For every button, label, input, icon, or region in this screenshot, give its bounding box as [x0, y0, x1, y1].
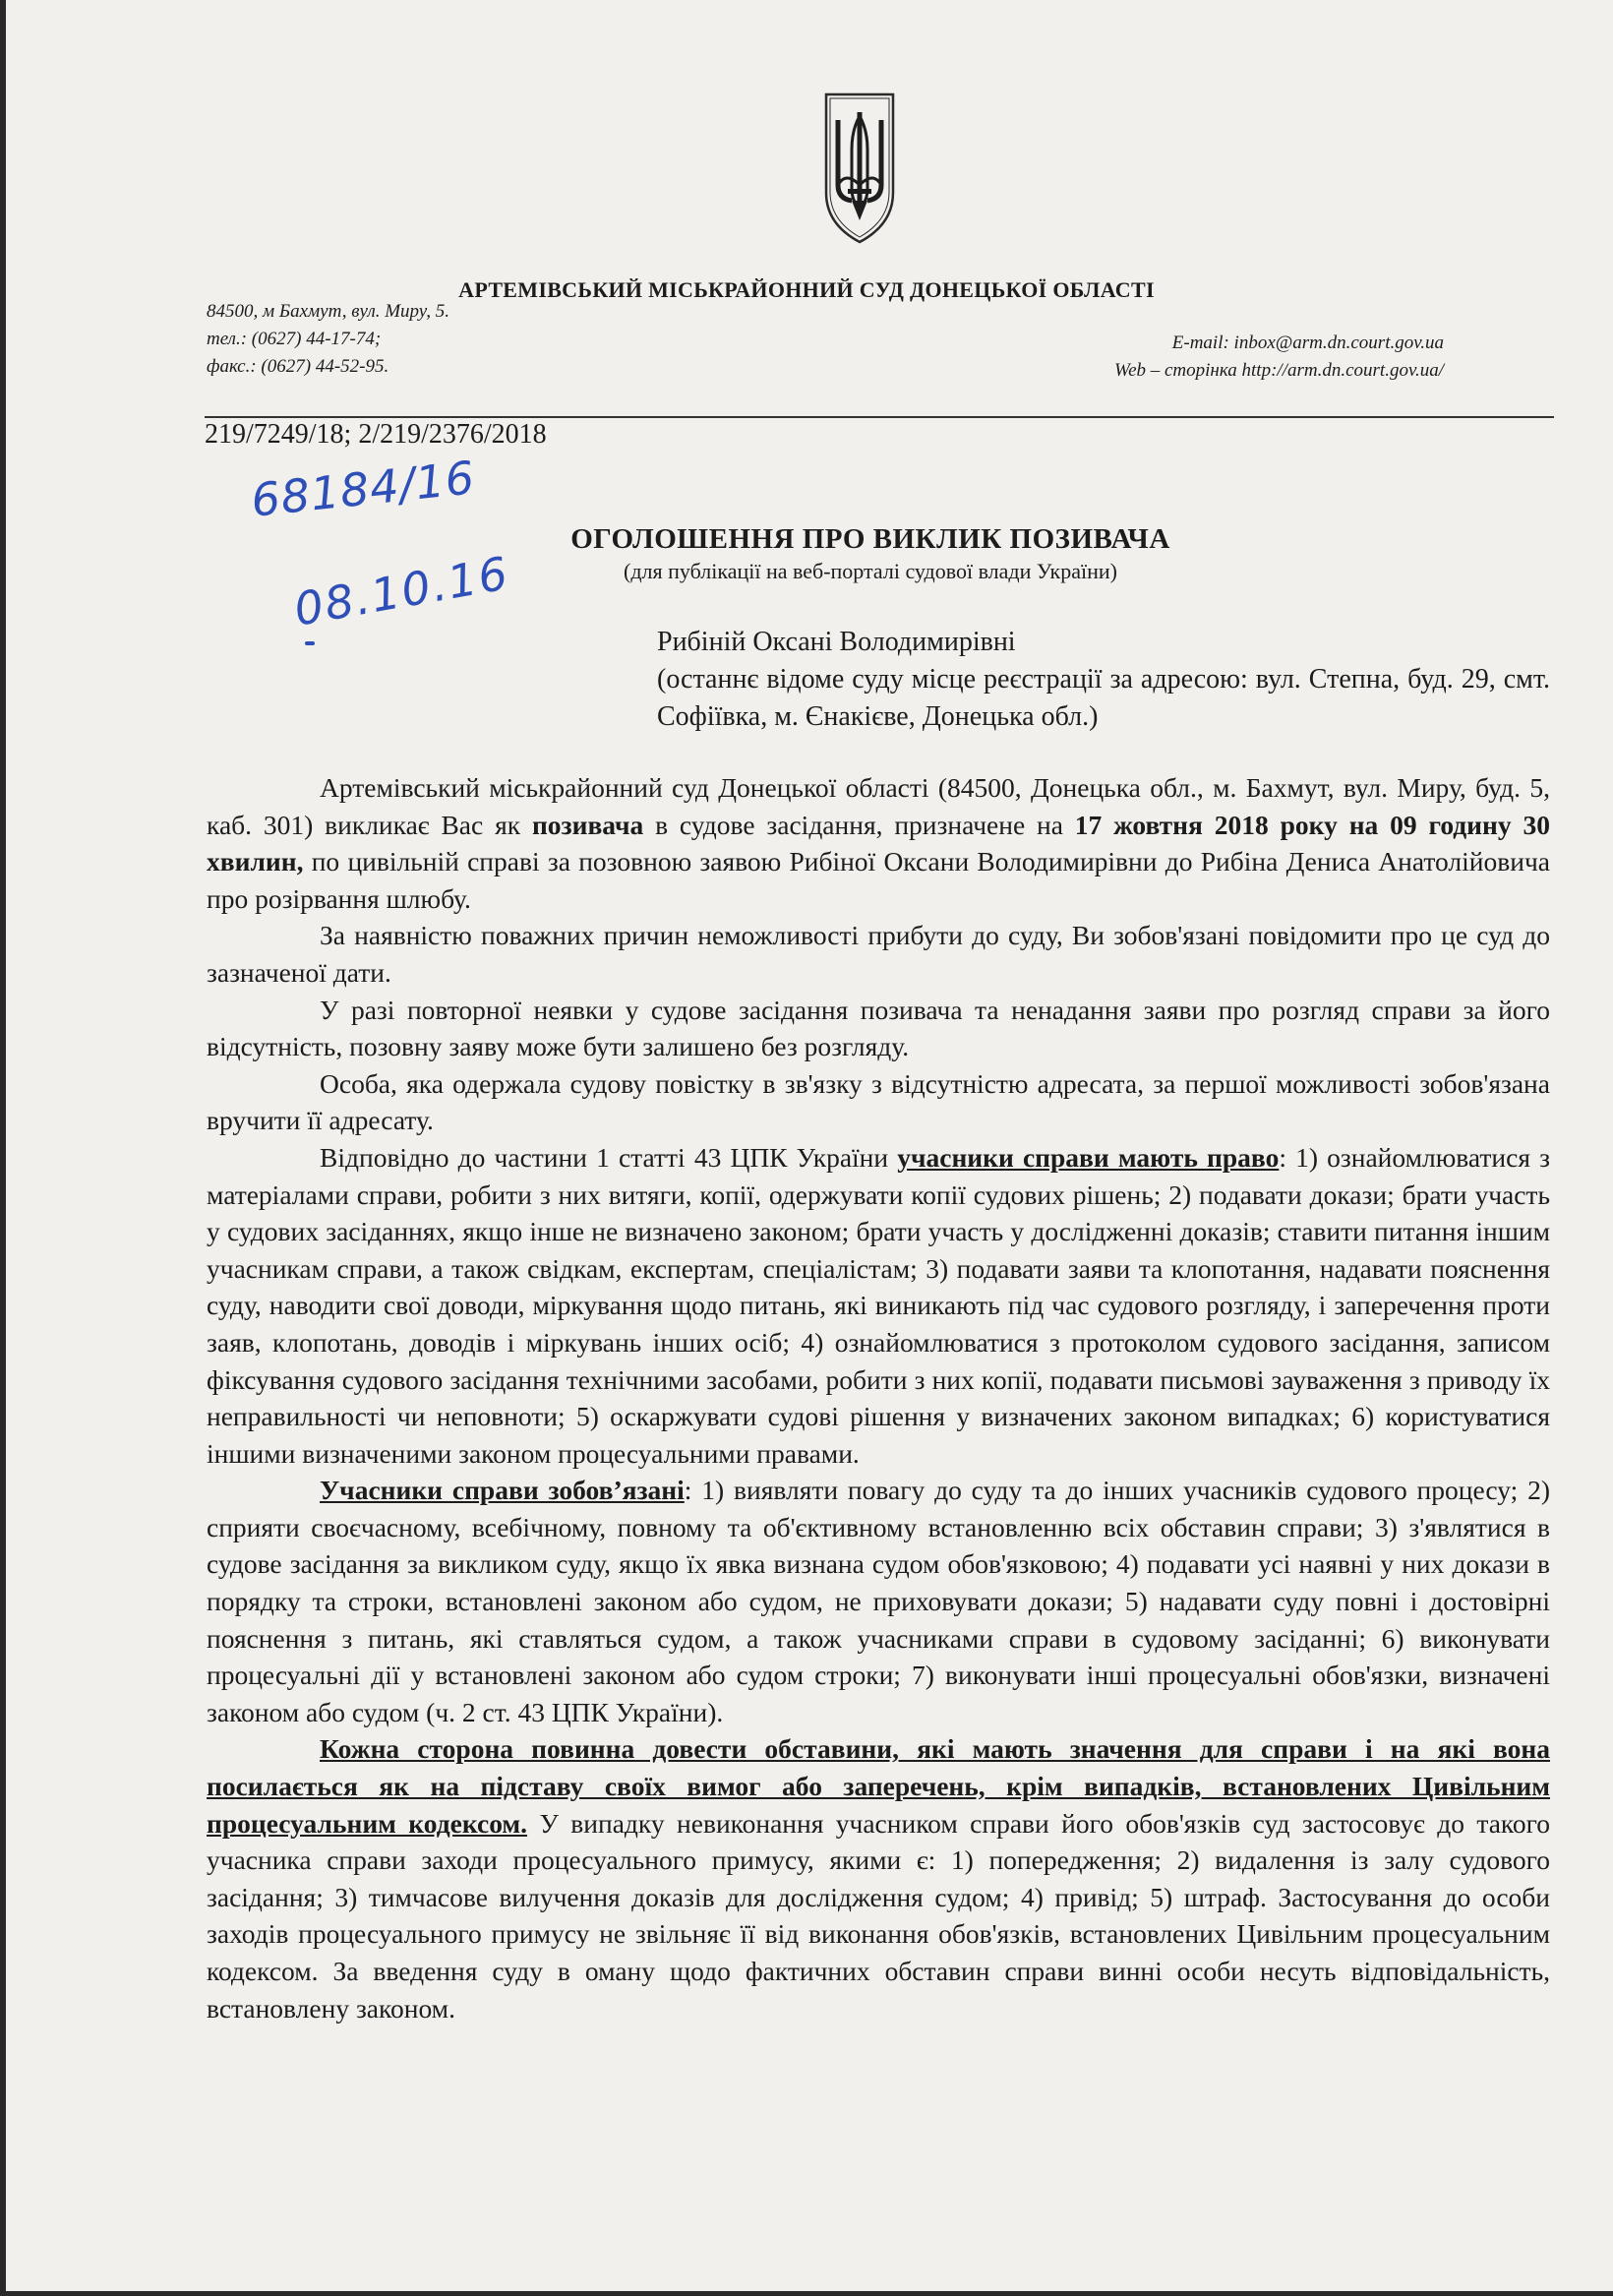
scan-edge-left	[0, 0, 6, 2296]
court-email: E-mail: inbox@arm.dn.court.gov.ua	[1171, 332, 1444, 353]
addressee-block	[657, 624, 1550, 736]
case-numbers: 219/7249/18; 2/219/2376/2018	[205, 419, 547, 450]
paragraph-participant-duties	[207, 1472, 1550, 1730]
notice-title: ОГОЛОШЕННЯ ПРО ВИКЛИК ПОЗИВАЧА	[570, 523, 1170, 555]
addressee-address: (останнє відоме суду місце реєстрації за адресою: вул. Степна, буд. 29, смт. Софіївка, м. Єнакієве, Донецька обл.)	[657, 664, 1550, 732]
addressee-name: Рибіній Оксані Володимирівні	[657, 627, 1016, 657]
rights-heading: учасники справи мають право	[897, 1141, 1280, 1173]
header-divider	[205, 416, 1554, 418]
court-contacts-left	[207, 298, 449, 381]
text-span: : 1) ознайомлюватися з матеріалами справи, робити з них витяги, копії, одержувати копії судових рішень; 2) подавати докази; брати участь у судових засіданнях, якщо інше не визначено законом; брати участь у дослідженні доказів; ставити питання іншим учасникам справи, а також свідкам, експертам, спеціалістам; 3) подавати заяви та клопотання, надавати пояснення суду, наводити свої доводи, міркування щодо питань, які виникають під час судового розгляду, і заперечення проти заяв, клопотань, доводів і міркувань інших осіб; 4) ознайомлюватися з протоколом судового засідання, записом фіксування судового засідання технічними засобами, робити з них копії, подавати письмові зауваження з приводу їх неправильності чи неповноти; 5) оскаржувати судові рішення у визначених законом випадках; 6) користуватися іншими визначеними законом процесуальними правами.	[207, 1141, 1550, 1469]
paragraph-summons-delivery: Особа, яка одержала судову повістку в зв'язку з відсутністю адресата, за першої можливості зобов'язана вручити її адресату.	[207, 1067, 1550, 1136]
scan-edge-bottom	[0, 2291, 1613, 2296]
notice-subtitle: (для публікації на веб-порталі судової влади України)	[624, 559, 1117, 583]
text-span: У випадку невиконання учасником справи його обов'язків суд застосовує до такого учасника справи заходи процесуального примусу, якими є: 1) попередження; 2) видалення із залу судового засідання; 3) тимчасове вилучення доказів для дослідження судом; 4) привід; 5) штраф. Застосування до особи заходів процесуального примусу не звільняє її від виконання обов'язків, встановлених Цивільним процесуальним кодексом. За введення суду в оману щодо фактичних обставин справи винні особи несуть відповідальність, встановлену законом.	[207, 1807, 1550, 2024]
paragraph-participant-rights	[207, 1139, 1550, 1472]
court-contacts-right	[1114, 330, 1444, 385]
text-span: по цивільній справі за позовною заявою Рибіної Оксани Володимирівни до Рибіна Дениса Анатолійовича про розірвання шлюбу.	[207, 846, 1550, 914]
paragraph-nonappearance: У разі повторної неявки у судове засідання позивача та ненадання заяви про розгляд справи за його відсутність, позовну заяву може бути залишено без розгляду.	[207, 994, 1550, 1062]
text-span: Відповідно до частини 1 статті 43 ЦПК України	[320, 1141, 898, 1173]
paragraph-notify-court: За наявністю поважних причин неможливості прибути до суду, Ви зобов'язані повідомити про це суд до зазначеної дати.	[207, 920, 1550, 988]
court-fax: факс.: (0627) 44-52-95.	[207, 356, 389, 377]
paragraph-burden-of-proof	[207, 1730, 1550, 2026]
notice-body	[207, 769, 1550, 2026]
hearing-datetime: 17 жовтня 2018 року на 09 годину 30 хвилин,	[207, 809, 1550, 877]
text-span: : 1) виявляти повагу до суду та до інших учасників судового процесу; 2) сприяти своєчасному, всебічному, повному та об'єктивному встановленню всіх обставин справи; 3) з'являтися в судове засідання за викликом суду, якщо їх явка визнана судом обов'язковою; 4) подавати усі наявні у них докази в порядку та строки, встановлені законом або судом, не приховувати докази; 5) надавати суду повні і достовірні пояснення з питань, які ставляться судом, а також учасниками справи в судовому засіданні; 6) виконувати процесуальні дії у встановлені законом або судом строки; 7) виконувати інші процесуальні обов'язки, визначені законом або судом (ч. 2 ст. 43 ЦПК України).	[207, 1475, 1550, 1727]
handwritten-mark	[305, 641, 315, 645]
text-span: в судове засідання, призначене на	[643, 809, 1075, 840]
handwritten-note-registration: 68184/16	[248, 451, 478, 527]
handwritten-note-date: 08.10.16	[289, 546, 513, 636]
court-phone: тел.: (0627) 44-17-74;	[207, 329, 382, 349]
burden-heading: Кожна сторона повинна довести обставини, які мають значення для справи і на які вона посилається як на підставу своїх вимог або заперечень, крім випадків, встановлених Цивільним процесуальним кодексом.	[207, 1733, 1550, 1839]
text-span: Артемівський міськрайонний суд Донецької області (84500, Донецька обл., м. Бахмут, вул. Миру, буд. 5, каб. 301) викликає Вас як	[207, 772, 1550, 840]
coat-of-arms-icon	[822, 91, 897, 246]
duties-heading: Учасники справи зобов’язані	[320, 1475, 685, 1506]
court-address: 84500, м Бахмут, вул. Миру, 5.	[207, 301, 450, 322]
court-name: АРТЕМІВСЬКИЙ МІСЬКРАЙОННИЙ СУД ДОНЕЦЬКОЇ ОБЛАСТІ	[458, 277, 1155, 302]
role-emphasis: позивача	[531, 809, 644, 840]
court-website: Web – сторінка http://arm.dn.court.gov.ua/	[1113, 360, 1444, 381]
paragraph-summons	[207, 769, 1550, 917]
